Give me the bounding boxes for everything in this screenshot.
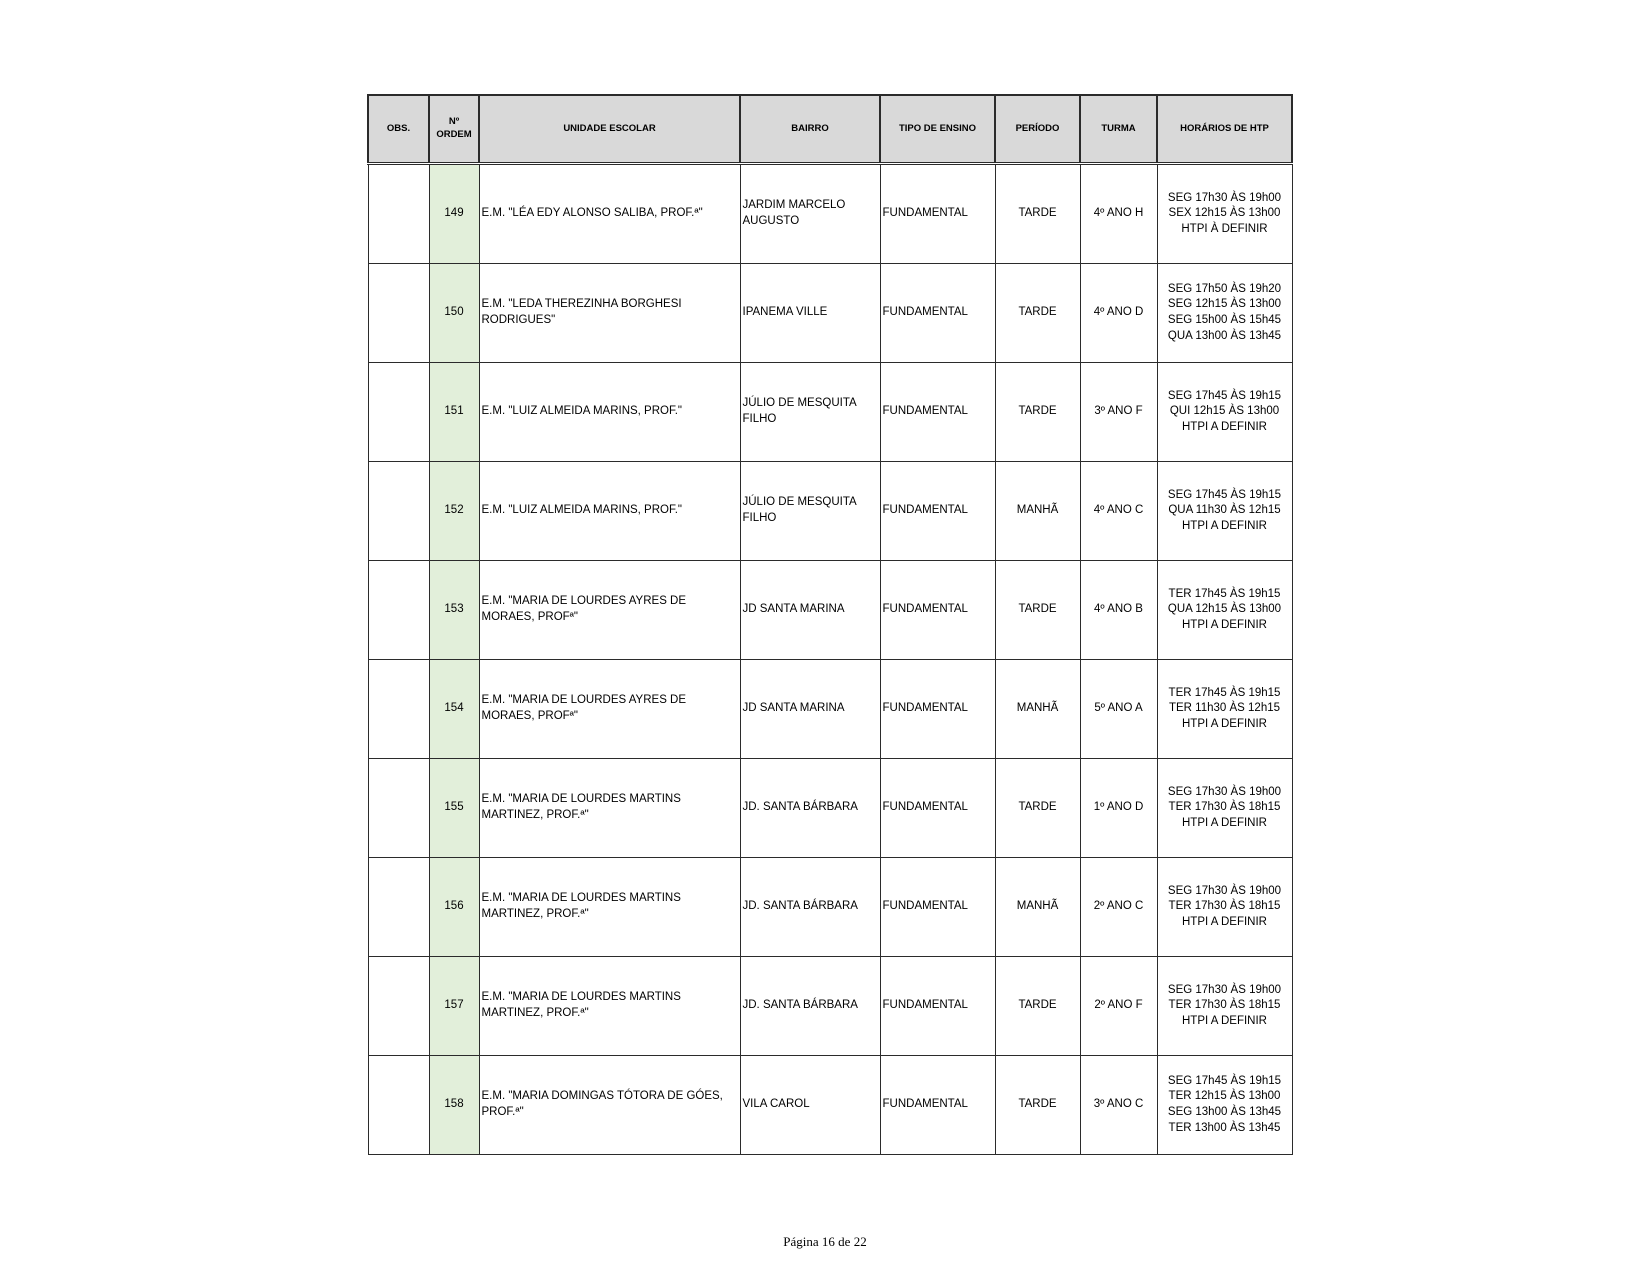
cell-ordem: 149 (429, 164, 479, 264)
header-periodo: PERÍODO (995, 95, 1080, 164)
horario-line: QUA 12h15 ÀS 13h00 (1167, 603, 1282, 616)
cell-unidade: E.M. "MARIA DE LOURDES AYRES DE MORAES, PROFª" (479, 660, 740, 759)
horario-line: TER 17h30 ÀS 18h15 (1168, 999, 1281, 1012)
table-row (368, 363, 1292, 462)
horario-line: SEG 13h00 ÀS 13h45 (1167, 1106, 1282, 1118)
horario-line: TER 17h45 ÀS 19h15 (1168, 587, 1281, 600)
cell-obs (368, 264, 429, 363)
htp-schedule-table (367, 94, 1293, 1155)
cell-tipo: FUNDAMENTAL (880, 561, 995, 660)
horario-line: SEG 17h30 ÀS 19h00 (1167, 884, 1282, 897)
cell-tipo: FUNDAMENTAL (880, 264, 995, 363)
page-number: Página 16 de 22 (783, 1234, 867, 1249)
horario-line: HTPI A DEFINIR (1182, 420, 1267, 433)
cell-bairro: VILA CAROL (740, 1056, 880, 1155)
cell-bairro: JD SANTA MARINA (740, 660, 880, 759)
horario-line: SEG 17h30 ÀS 19h00 (1167, 785, 1282, 798)
cell-bairro: JÚLIO DE MESQUITA FILHO (740, 363, 880, 462)
cell-obs (368, 363, 429, 462)
header-obs: OBS. (368, 95, 429, 164)
cell-tipo: FUNDAMENTAL (880, 759, 995, 858)
cell-tipo: FUNDAMENTAL (880, 363, 995, 462)
horario-line: HTPI A DEFINIR (1182, 717, 1267, 730)
cell-tipo: FUNDAMENTAL (880, 858, 995, 957)
cell-obs (368, 1056, 429, 1155)
cell-ordem: 151 (429, 363, 479, 462)
cell-unidade: E.M. "MARIA DE LOURDES MARTINS MARTINEZ, PROF.ª" (479, 759, 740, 858)
cell-tipo: FUNDAMENTAL (880, 462, 995, 561)
horario-line: TER 17h30 ÀS 18h15 (1168, 900, 1281, 913)
horario-line: QUA 13h00 ÀS 13h45 (1167, 329, 1282, 342)
cell-periodo: MANHÃ (995, 660, 1080, 759)
cell-horarios (1157, 1056, 1292, 1155)
cell-ordem: 154 (429, 660, 479, 759)
cell-turma: 4º ANO C (1080, 462, 1157, 561)
table-row (368, 462, 1292, 561)
horario-line: SEG 17h30 ÀS 19h00 (1167, 191, 1282, 204)
cell-horarios (1157, 858, 1292, 957)
cell-obs (368, 561, 429, 660)
horario-line: SEG 17h45 ÀS 19h15 (1167, 389, 1282, 402)
cell-obs (368, 462, 429, 561)
cell-periodo: TARDE (995, 363, 1080, 462)
horario-line: HTPI À DEFINIR (1181, 222, 1268, 235)
cell-ordem: 155 (429, 759, 479, 858)
horario-line: HTPI A DEFINIR (1182, 915, 1267, 928)
horario-line: TER 17h30 ÀS 18h15 (1168, 801, 1281, 814)
cell-obs (368, 660, 429, 759)
cell-unidade: E.M. "MARIA DOMINGAS TÓTORA DE GÓES, PROF.ª" (479, 1056, 740, 1155)
cell-horarios (1157, 957, 1292, 1056)
cell-ordem: 153 (429, 561, 479, 660)
cell-horarios (1157, 462, 1292, 561)
table-row (368, 660, 1292, 759)
cell-bairro: JÚLIO DE MESQUITA FILHO (740, 462, 880, 561)
header-unidade: UNIDADE ESCOLAR (479, 95, 740, 164)
cell-periodo: TARDE (995, 759, 1080, 858)
cell-obs (368, 164, 429, 264)
table-row (368, 264, 1292, 363)
table-row (368, 561, 1292, 660)
cell-periodo: TARDE (995, 561, 1080, 660)
horario-line: SEG 15h00 ÀS 15h45 (1167, 314, 1282, 326)
cell-horarios (1157, 759, 1292, 858)
table-row (368, 759, 1292, 858)
cell-bairro: IPANEMA VILLE (740, 264, 880, 363)
cell-bairro: JD. SANTA BÁRBARA (740, 759, 880, 858)
cell-ordem: 150 (429, 264, 479, 363)
cell-unidade: E.M. "MARIA DE LOURDES AYRES DE MORAES, PROFª" (479, 561, 740, 660)
horario-line: TER 17h45 ÀS 19h15 (1168, 686, 1281, 699)
cell-unidade: E.M. "LÉA EDY ALONSO SALIBA, PROF.ª" (479, 164, 740, 264)
horario-line: HTPI A DEFINIR (1182, 618, 1267, 631)
horario-line: HTPI A DEFINIR (1182, 816, 1267, 829)
cell-horarios (1157, 561, 1292, 660)
table-row (368, 164, 1292, 264)
cell-ordem: 157 (429, 957, 479, 1056)
horario-line: SEX 12h15 ÀS 13h00 (1168, 207, 1281, 220)
cell-unidade: E.M. "MARIA DE LOURDES MARTINS MARTINEZ, PROF.ª" (479, 858, 740, 957)
cell-bairro: JARDIM MARCELO AUGUSTO (740, 164, 880, 264)
horario-line: TER 13h00 ÀS 13h45 (1168, 1121, 1281, 1134)
horario-line: QUI 12h15 ÀS 13h00 (1169, 405, 1280, 418)
cell-unidade: E.M. "LUIZ ALMEIDA MARINS, PROF." (479, 462, 740, 561)
cell-ordem: 152 (429, 462, 479, 561)
header-bairro: BAIRRO (740, 95, 880, 164)
horario-line: SEG 12h15 ÀS 13h00 (1167, 298, 1282, 311)
cell-turma: 1º ANO D (1080, 759, 1157, 858)
cell-periodo: TARDE (995, 164, 1080, 264)
cell-horarios (1157, 660, 1292, 759)
cell-obs (368, 957, 429, 1056)
cell-obs (368, 858, 429, 957)
cell-tipo: FUNDAMENTAL (880, 1056, 995, 1155)
cell-periodo: TARDE (995, 1056, 1080, 1155)
header-ordem (429, 95, 479, 164)
header-row (368, 95, 1292, 164)
cell-turma: 4º ANO D (1080, 264, 1157, 363)
cell-obs (368, 759, 429, 858)
cell-periodo: MANHÃ (995, 462, 1080, 561)
horario-line: TER 11h30 ÀS 12h15 (1168, 702, 1281, 715)
cell-tipo: FUNDAMENTAL (880, 164, 995, 264)
cell-unidade: E.M. "LUIZ ALMEIDA MARINS, PROF." (479, 363, 740, 462)
table-row (368, 957, 1292, 1056)
cell-periodo: TARDE (995, 264, 1080, 363)
table-row (368, 1056, 1292, 1155)
cell-bairro: JD. SANTA BÁRBARA (740, 858, 880, 957)
header-tipo: TIPO DE ENSINO (880, 95, 995, 164)
cell-turma: 3º ANO F (1080, 363, 1157, 462)
cell-bairro: JD. SANTA BÁRBARA (740, 957, 880, 1056)
cell-ordem: 156 (429, 858, 479, 957)
cell-turma: 2º ANO C (1080, 858, 1157, 957)
header-ordem-line2: ORDEM (436, 129, 472, 140)
horario-line: SEG 17h50 ÀS 19h20 (1167, 282, 1282, 295)
header-turma: TURMA (1080, 95, 1157, 164)
cell-turma: 4º ANO B (1080, 561, 1157, 660)
horario-line: HTPI A DEFINIR (1182, 519, 1267, 532)
cell-horarios (1157, 363, 1292, 462)
cell-unidade: E.M. "LEDA THEREZINHA BORGHESI RODRIGUES" (479, 264, 740, 363)
cell-turma: 2º ANO F (1080, 957, 1157, 1056)
cell-turma: 4º ANO H (1080, 164, 1157, 264)
horario-line: SEG 17h45 ÀS 19h15 (1167, 488, 1282, 501)
cell-bairro: JD SANTA MARINA (740, 561, 880, 660)
horario-line: HTPI A DEFINIR (1182, 1014, 1267, 1027)
cell-periodo: TARDE (995, 957, 1080, 1056)
table-body (368, 164, 1292, 1155)
horario-line: QUA 11h30 ÀS 12h15 (1168, 504, 1281, 517)
cell-horarios (1157, 164, 1292, 264)
cell-periodo: MANHÃ (995, 858, 1080, 957)
header-horarios: HORÁRIOS DE HTP (1157, 95, 1292, 164)
cell-tipo: FUNDAMENTAL (880, 660, 995, 759)
cell-tipo: FUNDAMENTAL (880, 957, 995, 1056)
cell-ordem: 158 (429, 1056, 479, 1155)
horario-line: TER 12h15 ÀS 13h00 (1168, 1090, 1281, 1103)
table-row (368, 858, 1292, 957)
cell-unidade: E.M. "MARIA DE LOURDES MARTINS MARTINEZ, PROF.ª" (479, 957, 740, 1056)
cell-horarios (1157, 264, 1292, 363)
header-ordem-line1: Nº (448, 116, 460, 128)
cell-turma: 5º ANO A (1080, 660, 1157, 759)
cell-turma: 3º ANO C (1080, 1056, 1157, 1155)
horario-line: SEG 17h30 ÀS 19h00 (1167, 983, 1282, 996)
horario-line: SEG 17h45 ÀS 19h15 (1167, 1074, 1282, 1087)
